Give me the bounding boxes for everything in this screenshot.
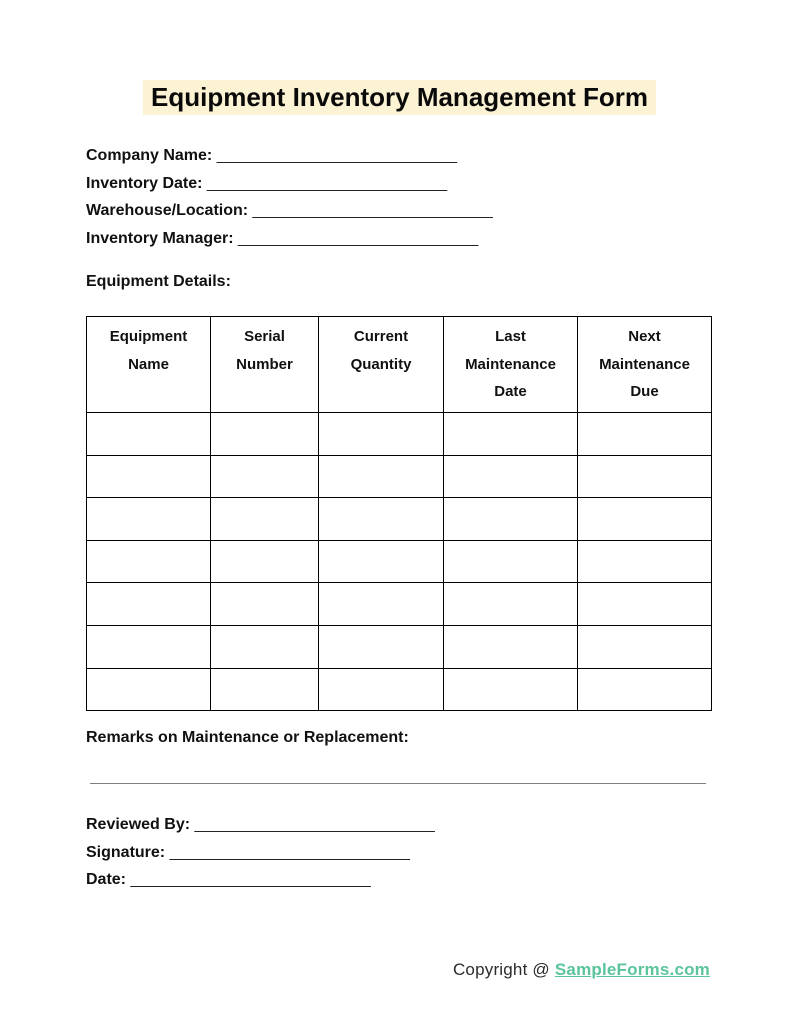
table-cell — [578, 413, 712, 456]
table-cell — [319, 668, 444, 711]
table-cell — [211, 625, 319, 668]
table-cell — [87, 455, 211, 498]
table-cell — [211, 498, 319, 541]
company-name-label: Company Name: — [86, 147, 213, 164]
table-cell — [211, 668, 319, 711]
date-label: Date: — [86, 871, 127, 888]
signature-label: Signature: — [86, 843, 166, 861]
equipment-details-table — [86, 316, 712, 711]
table-cell — [87, 583, 211, 626]
table-cell — [211, 583, 319, 626]
table-cell — [444, 498, 578, 541]
column-header-equipment-name: Equipment Name — [87, 317, 211, 413]
table-cell — [87, 625, 211, 668]
remarks-heading: Remarks on Maintenance or Replacement: — [86, 729, 409, 746]
table-cell — [444, 625, 578, 668]
reviewed-by-label: Reviewed By: — [86, 816, 191, 833]
table-cell — [444, 668, 578, 711]
table-cell — [578, 540, 712, 583]
field-row-company-name — [86, 142, 493, 170]
table-cell — [87, 413, 211, 456]
table-cell — [319, 625, 444, 668]
company-name-blank: ___________________________ — [216, 147, 457, 164]
table-cell — [319, 413, 444, 456]
table-cell — [87, 540, 211, 583]
sampleforms-link[interactable]: SampleForms.com — [554, 960, 710, 979]
table-row — [87, 413, 712, 456]
table-cell — [578, 583, 712, 626]
page-title: Equipment Inventory Management Form — [143, 80, 656, 115]
table-row — [87, 455, 712, 498]
table-cell — [578, 668, 712, 711]
table-body — [87, 413, 712, 711]
table-cell — [578, 498, 712, 541]
field-row-warehouse-location — [86, 197, 493, 225]
column-header-next-maintenance-due: Next Maintenance Due — [578, 317, 712, 413]
column-header-serial-number: Serial Number — [211, 317, 319, 413]
field-row-signature — [86, 839, 435, 867]
table-row — [87, 540, 712, 583]
equipment-details-heading: Equipment Details: — [86, 273, 231, 290]
reviewed-by-blank: ___________________________ — [194, 816, 435, 833]
table-cell — [319, 498, 444, 541]
inventory-date-blank: ___________________________ — [206, 174, 448, 192]
table-header-row — [87, 317, 712, 413]
column-header-current-quantity: Current Quantity — [319, 317, 444, 413]
warehouse-location-label: Warehouse/Location: — [86, 202, 249, 219]
table-cell — [578, 455, 712, 498]
table-cell — [444, 540, 578, 583]
field-row-date — [86, 866, 435, 894]
field-row-inventory-manager — [86, 225, 493, 253]
table-cell — [444, 413, 578, 456]
table-cell — [211, 540, 319, 583]
table-cell — [444, 455, 578, 498]
date-blank: ___________________________ — [130, 871, 371, 888]
table-row — [87, 498, 712, 541]
copyright-text: Copyright @ — [452, 960, 550, 979]
table-cell — [444, 583, 578, 626]
table-cell — [211, 455, 319, 498]
field-row-reviewed-by — [86, 811, 435, 839]
inventory-manager-label: Inventory Manager: — [86, 229, 234, 247]
remarks-writing-line — [90, 783, 706, 784]
title-wrap — [0, 80, 799, 115]
footer — [453, 960, 710, 980]
header-fields-block — [86, 142, 493, 252]
table-cell — [319, 455, 444, 498]
warehouse-location-blank: ___________________________ — [252, 202, 493, 219]
table-row — [87, 668, 712, 711]
inventory-date-label: Inventory Date: — [86, 174, 203, 192]
table-row — [87, 583, 712, 626]
table-cell — [578, 625, 712, 668]
signoff-fields-block — [86, 811, 435, 894]
table-cell — [319, 583, 444, 626]
table-row — [87, 625, 712, 668]
signature-blank: ___________________________ — [169, 843, 410, 861]
table-cell — [211, 413, 319, 456]
table-cell — [87, 498, 211, 541]
column-header-last-maintenance-date: Last Maintenance Date — [444, 317, 578, 413]
field-row-inventory-date — [86, 170, 493, 198]
inventory-manager-blank: ___________________________ — [238, 229, 479, 247]
table-cell — [87, 668, 211, 711]
table-cell — [319, 540, 444, 583]
